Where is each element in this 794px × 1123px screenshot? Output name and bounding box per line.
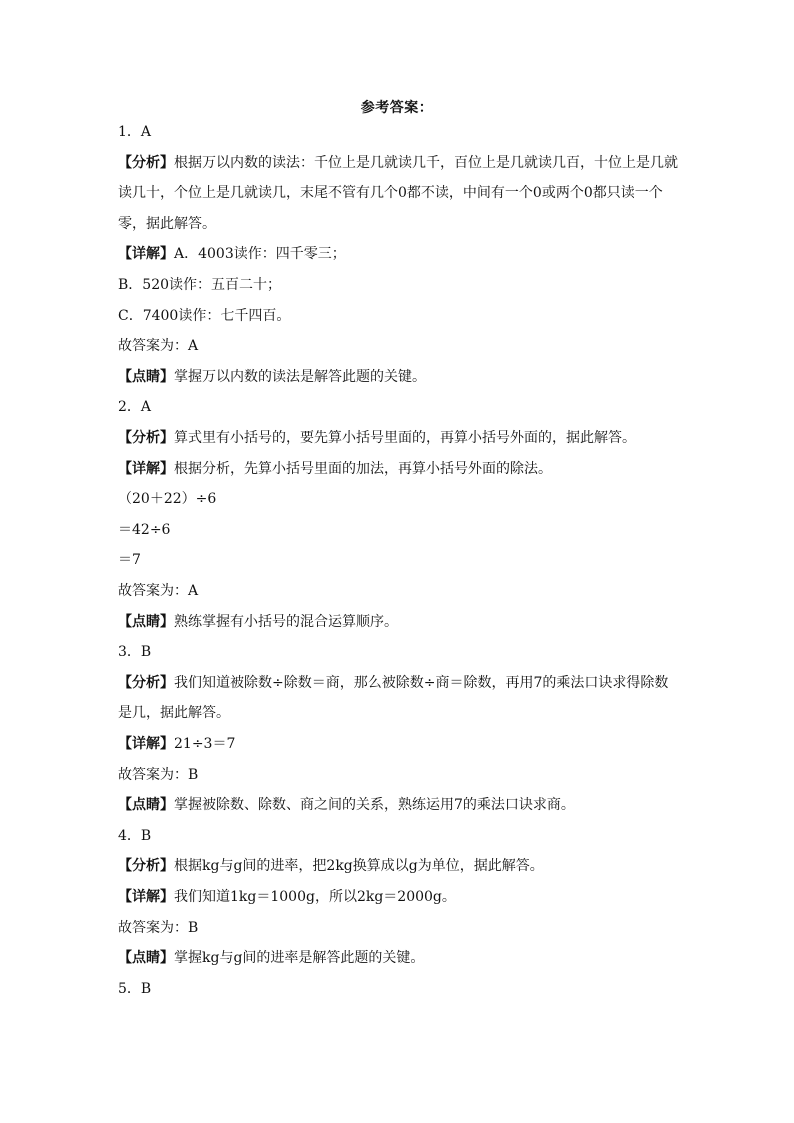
- line-text: 我们知道1kg＝1000g，所以2kg＝2000g。: [174, 889, 456, 905]
- section-tag: 【点睛】: [118, 797, 174, 814]
- line-text: ＝7: [118, 552, 141, 569]
- section-tag: 【分析】: [118, 858, 174, 875]
- answer-line: [118, 887, 688, 907]
- answer-line: [118, 765, 688, 785]
- line-text: 熟练掌握有小括号的混合运算顺序。: [174, 613, 398, 630]
- line-text: 我们知道被除数÷除数＝商，那么被除数÷商＝除数，再用7的乘法口诀求得除数: [174, 674, 669, 691]
- answer-line: [118, 367, 688, 387]
- line-text: 故答案为：B: [118, 919, 199, 936]
- line-text: A．4003读作：四千零三；: [174, 246, 346, 263]
- section-tag: 【点睛】: [118, 368, 174, 385]
- answer-line: [118, 397, 688, 417]
- section-tag: 【分析】: [118, 154, 174, 171]
- section-tag: 【详解】: [118, 460, 174, 477]
- answer-line: [118, 826, 688, 846]
- line-text: 21÷3＝7: [174, 736, 236, 752]
- section-tag: 【点睛】: [118, 950, 174, 967]
- line-text: 掌握kg与g间的进率是解答此题的关键。: [174, 950, 425, 967]
- line-text: 故答案为：A: [118, 583, 199, 599]
- line-text: 零，据此解答。: [118, 215, 216, 232]
- line-text: 2．A: [118, 399, 152, 416]
- line-text: 故答案为：B: [118, 766, 199, 783]
- answer-line: [118, 275, 688, 295]
- section-tag: 【详解】: [118, 889, 174, 905]
- answer-line: [118, 520, 688, 540]
- answer-line: [118, 795, 688, 815]
- answer-line: [118, 856, 688, 876]
- line-text: 算式里有小括号的，要先算小括号里面的，再算小括号外面的，据此解答。: [174, 430, 636, 446]
- answer-line: [118, 306, 688, 326]
- line-text: 掌握万以内数的读法是解答此题的关键。: [174, 368, 426, 385]
- line-text: 读几十，个位上是几就读几，末尾不管有几个0都不读，中间有一个0或两个0都只读一个: [118, 185, 663, 202]
- section-tag: 【详解】: [118, 246, 174, 263]
- answer-line: [118, 642, 688, 662]
- line-text: （20＋22）÷6: [118, 491, 217, 508]
- answer-line: [118, 918, 688, 938]
- answer-line: [118, 428, 688, 448]
- section-tag: 【点睛】: [118, 613, 174, 630]
- answer-line: [118, 244, 688, 264]
- answer-line: [118, 459, 688, 479]
- line-text: 故答案为：A: [118, 338, 199, 355]
- answer-line: [118, 214, 688, 234]
- answer-line: [118, 550, 688, 570]
- answer-line: [118, 183, 688, 203]
- section-tag: 【详解】: [118, 736, 174, 752]
- line-text: 4．B: [118, 827, 152, 844]
- line-text: 3．B: [118, 644, 152, 661]
- answer-line: [118, 703, 688, 723]
- answer-line: [118, 734, 688, 754]
- answer-line: [118, 153, 688, 173]
- answer-line: [118, 612, 688, 632]
- answer-line: [118, 673, 688, 693]
- section-tag: 【分析】: [118, 430, 174, 446]
- line-text: 5．B: [118, 980, 152, 997]
- answer-line: [118, 336, 688, 356]
- line-text: 根据万以内数的读法：千位上是几就读几千，百位上是几就读几百，十位上是几就: [174, 154, 678, 171]
- answer-line: [118, 581, 688, 601]
- line-text: C．7400读作：七千四百。: [118, 307, 291, 324]
- answer-line: [118, 948, 688, 968]
- line-text: B．520读作：五百二十；: [118, 277, 282, 293]
- answer-line: [118, 979, 688, 999]
- section-tag: 【分析】: [118, 674, 174, 691]
- line-text: ＝42÷6: [118, 521, 171, 538]
- line-text: 根据分析，先算小括号里面的加法，再算小括号外面的除法。: [174, 460, 552, 477]
- line-text: 1．A: [118, 124, 152, 140]
- line-text: 是几，据此解答。: [118, 705, 230, 722]
- answer-line: [118, 122, 688, 142]
- page-title: 参考答案：: [360, 100, 434, 116]
- line-text: 掌握被除数、除数、商之间的关系，熟练运用7的乘法口诀求商。: [174, 797, 575, 814]
- answer-line: [118, 489, 688, 509]
- line-text: 根据kg与g间的进率，把2kg换算成以g为单位，据此解答。: [174, 858, 544, 875]
